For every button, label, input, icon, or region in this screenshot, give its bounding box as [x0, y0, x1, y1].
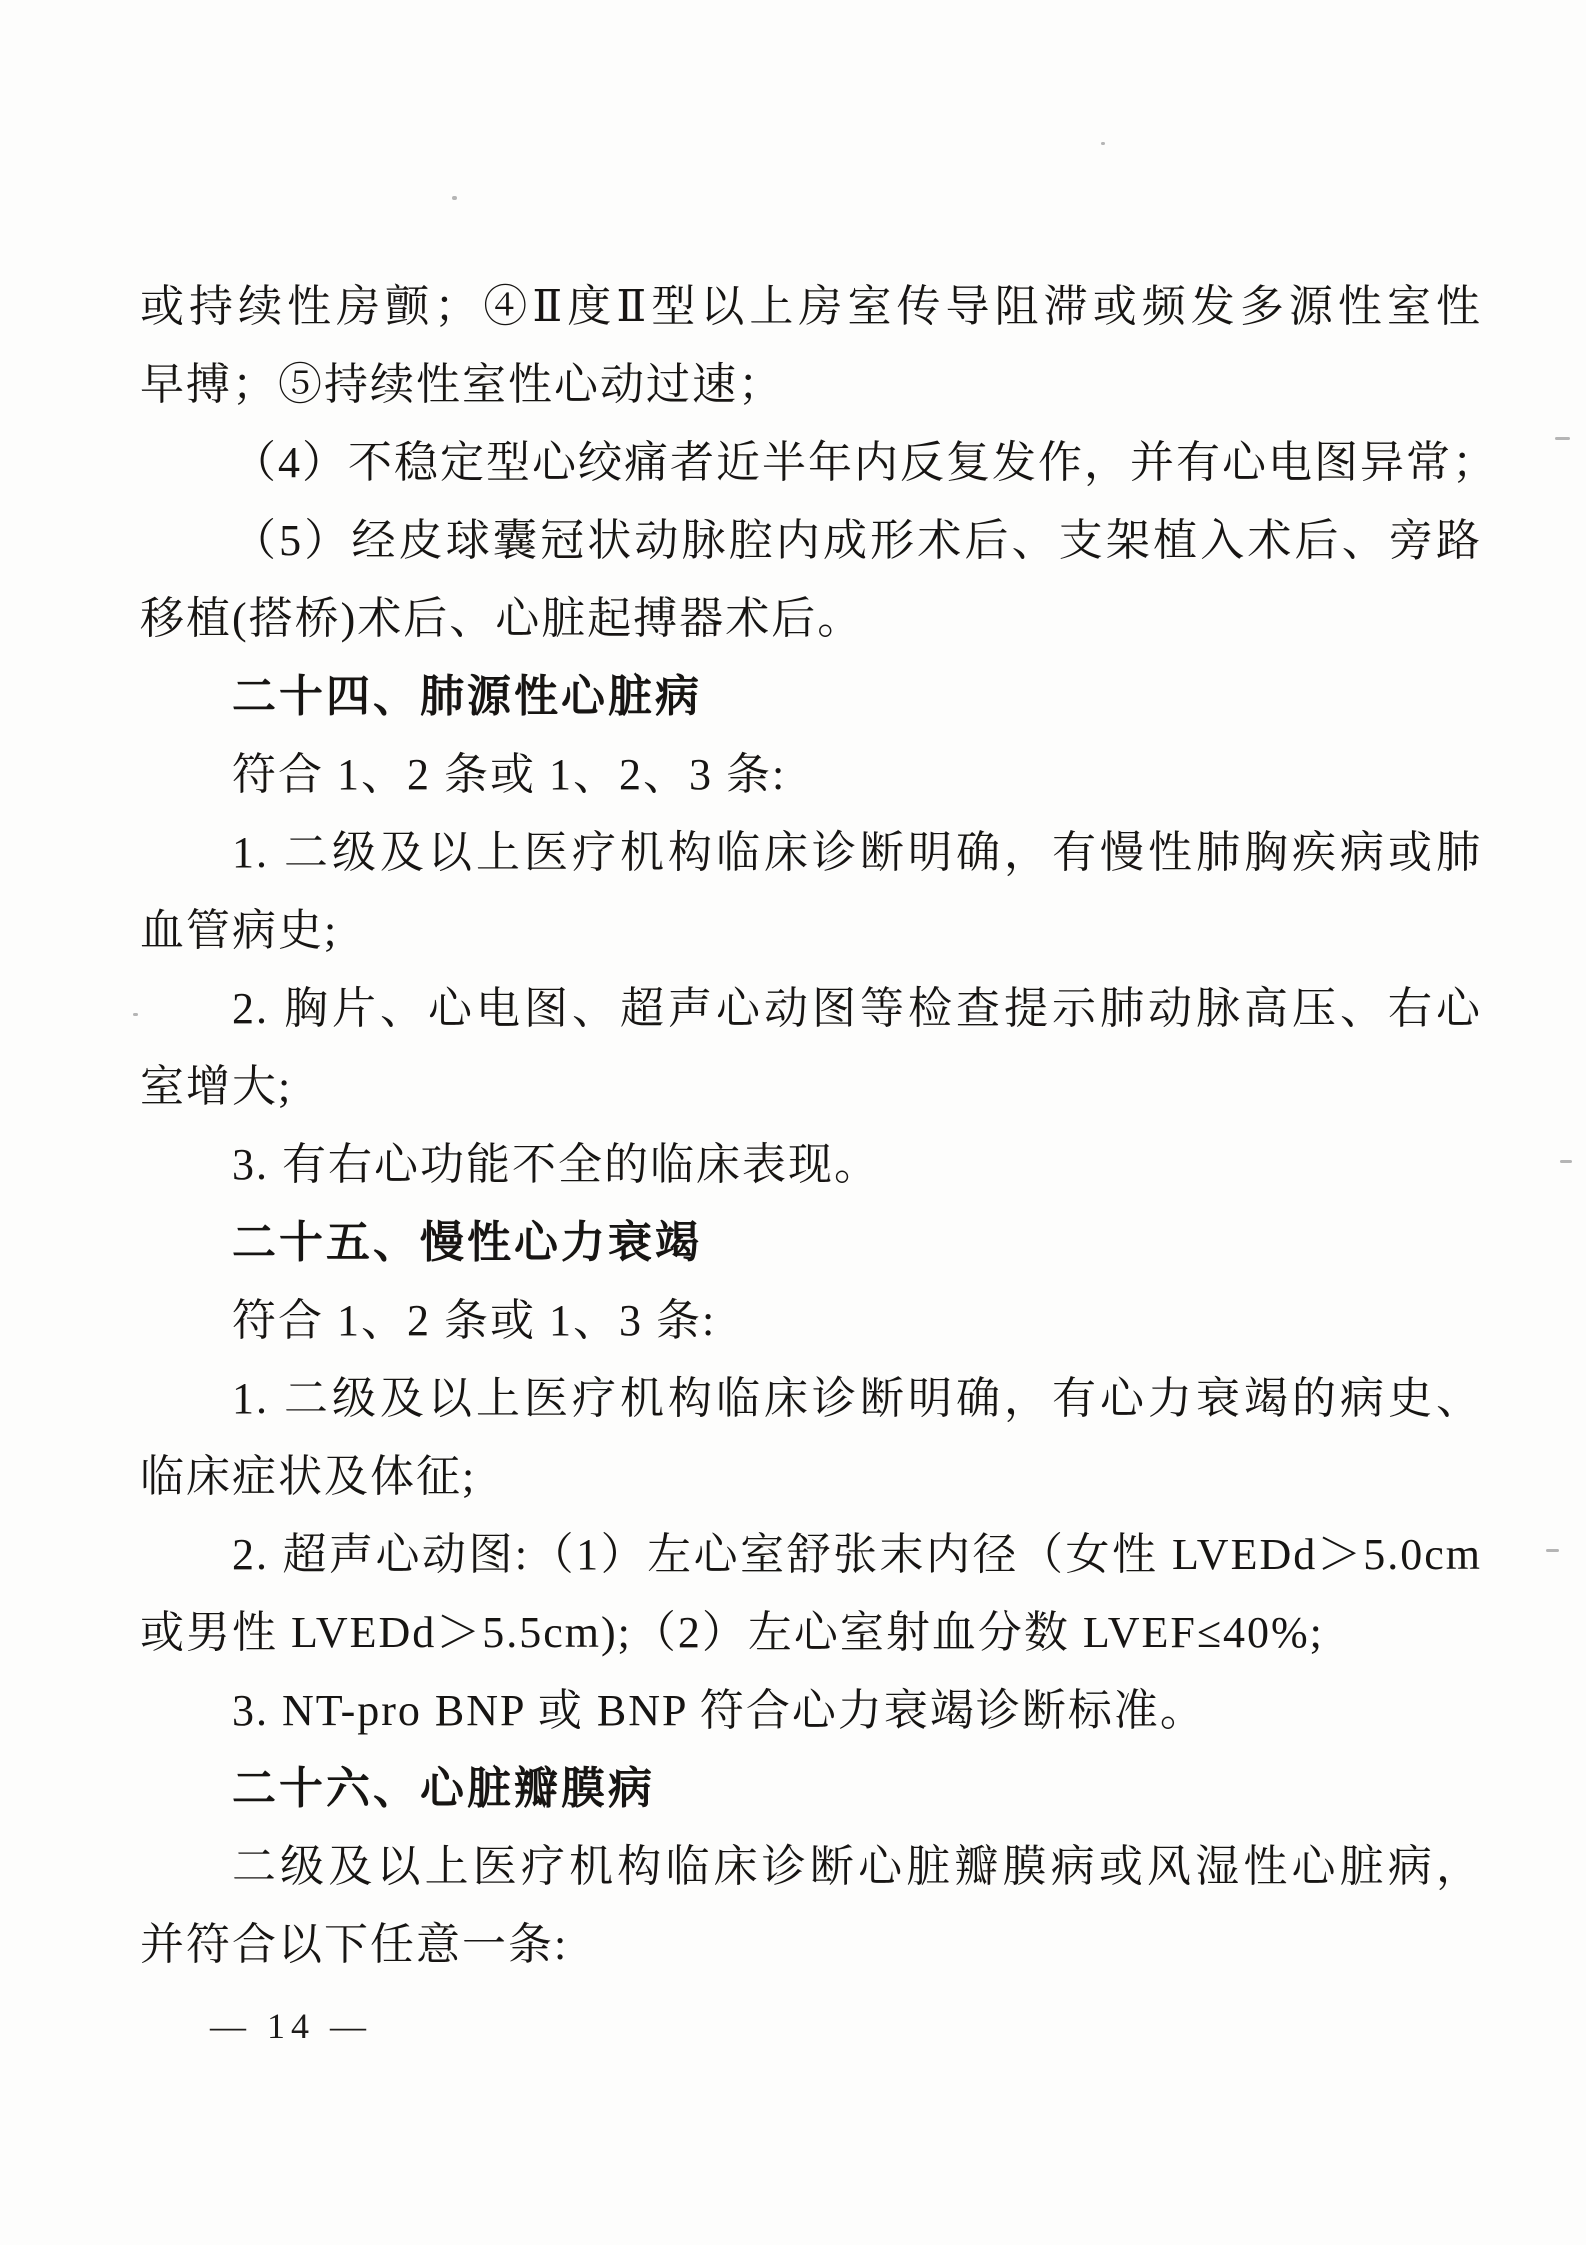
page-number: — 14 —: [210, 2006, 372, 2046]
scan-speck: [133, 1013, 138, 1016]
scan-speck: [1101, 142, 1105, 145]
section-heading: 二十六、心脏瓣膜病: [232, 1764, 655, 1813]
text-line: （4）不稳定型心绞痛者近半年内反复发作，并有心电图异常；: [232, 438, 1498, 487]
text-line: 二级及以上医疗机构临床诊断心脏瓣膜病或风湿性心脏病，: [232, 1842, 1482, 1891]
text-line: 3. 有右心功能不全的临床表现。: [232, 1140, 880, 1189]
text-line: 室增大;: [140, 1062, 293, 1111]
scan-speck: [1560, 1160, 1572, 1163]
text-line: 血管病史;: [140, 906, 339, 955]
text-line: 或男性 LVEDd＞5.5cm);（2）左心室射血分数 LVEF≤40%;: [140, 1608, 1324, 1657]
text-line: 1. 二级及以上医疗机构临床诊断明确，有心力衰竭的病史、: [232, 1374, 1482, 1423]
text-line: 2. 胸片、心电图、超声心动图等检查提示肺动脉高压、右心: [232, 984, 1482, 1033]
text-line: 临床症状及体征;: [140, 1452, 477, 1501]
text-line: 3. NT-pro BNP 或 BNP 符合心力衰竭诊断标准。: [232, 1686, 1206, 1735]
scan-speck: [1546, 1549, 1559, 1552]
text-line: 符合 1、2 条或 1、3 条:: [232, 1296, 717, 1345]
document-body: [140, 268, 1498, 1984]
section-heading: 二十四、肺源性心脏病: [232, 672, 702, 721]
text-line: 1. 二级及以上医疗机构临床诊断明确，有慢性肺胸疾病或肺: [232, 828, 1482, 877]
text-line: 2. 超声心动图:（1）左心室舒张末内径（女性 LVEDd＞5.0cm: [232, 1530, 1482, 1579]
text-line: （5）经皮球囊冠状动脉腔内成形术后、支架植入术后、旁路: [232, 516, 1482, 565]
text-line: 早搏；⑤持续性室性心动过速；: [140, 360, 784, 409]
text-line: 并符合以下任意一条:: [140, 1920, 569, 1969]
scan-speck: [452, 196, 457, 200]
text-line: 符合 1、2 条或 1、2、3 条:: [232, 750, 787, 799]
section-heading: 二十五、慢性心力衰竭: [232, 1218, 702, 1267]
scan-speck: [1555, 437, 1570, 440]
text-line: 或持续性房颤；④Ⅱ度Ⅱ型以上房室传导阻滞或频发多源性室性: [140, 282, 1482, 331]
text-line: 移植(搭桥)术后、心脏起搏器术后。: [140, 594, 864, 643]
